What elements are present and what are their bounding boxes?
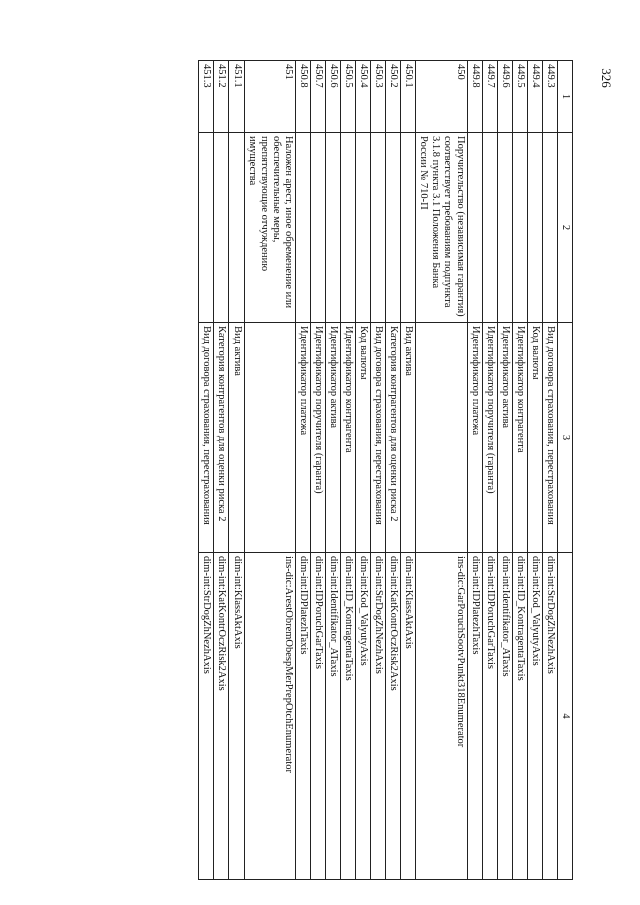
- header-cell-1: 1: [557, 61, 572, 133]
- row-description-cell: Идентификатор поручителя (гаранта): [482, 323, 497, 553]
- row-name-cell: [325, 133, 340, 323]
- row-description-cell: Вид актива: [401, 323, 416, 553]
- row-code-cell: dim-int:IDPoruchGarTaxis: [482, 553, 497, 880]
- table-container: [110, 60, 573, 879]
- row-name-cell: [199, 133, 214, 323]
- row-name-cell: [527, 133, 542, 323]
- table-row: [244, 61, 295, 880]
- row-code-cell: dim-int:KatKontrOczRisk2Axis: [214, 553, 229, 880]
- data-table: [198, 60, 573, 880]
- row-number-cell: 449.7: [482, 61, 497, 133]
- page-number: [596, 58, 616, 98]
- row-name-cell: Наложен арест, иное обременение или обеспечительные меры, препятствующие отчуждению имущества: [244, 133, 295, 323]
- row-name-cell: [512, 133, 527, 323]
- row-description-cell: [244, 323, 295, 553]
- row-name-cell: [295, 133, 310, 323]
- row-code-cell: dim-int:StrDogZhNezhAxis: [199, 553, 214, 880]
- table-row: [310, 61, 325, 880]
- row-name-cell: [356, 133, 371, 323]
- row-name-cell: [341, 133, 356, 323]
- row-number-cell: 449.8: [467, 61, 482, 133]
- row-description-cell: Код валюты: [356, 323, 371, 553]
- table-row: [229, 61, 244, 880]
- row-description-cell: Категория контрагентов для оценки риска 2: [214, 323, 229, 553]
- rotated-table-area: [110, 60, 573, 879]
- row-code-cell: dim-int:KatKontrOczRisk2Axis: [386, 553, 401, 880]
- table-row: [295, 61, 310, 880]
- table-row: [542, 61, 557, 880]
- row-description-cell: Идентификатор платежа: [295, 323, 310, 553]
- row-name-cell: [310, 133, 325, 323]
- table-row: [401, 61, 416, 880]
- row-number-cell: 450.4: [356, 61, 371, 133]
- table-row: [325, 61, 340, 880]
- row-number-cell: 450.2: [386, 61, 401, 133]
- row-description-cell: Идентификатор актива: [325, 323, 340, 553]
- row-description-cell: Идентификатор контрагента: [512, 323, 527, 553]
- row-number-cell: 451.1: [229, 61, 244, 133]
- row-number-cell: 450.6: [325, 61, 340, 133]
- header-cell-2: 2: [557, 133, 572, 323]
- row-description-cell: Категория контрагентов для оценки риска 2: [386, 323, 401, 553]
- table-row: [199, 61, 214, 880]
- row-code-cell: ins-dic:GarPoruchSootvPunkt318Enumerator: [416, 553, 467, 880]
- row-name-cell: Поручительство (независимая гарантия) соответствует требованиям подпункта 3.1.8 пункта 3.1 Положения Банка России № 710-П: [416, 133, 467, 323]
- row-description-cell: Вид договора страхования, перестрахования: [199, 323, 214, 553]
- table-row: [527, 61, 542, 880]
- row-code-cell: dim-int:KlassAktAxis: [229, 553, 244, 880]
- row-number-cell: 451.3: [199, 61, 214, 133]
- table-row: [482, 61, 497, 880]
- table-row: [416, 61, 467, 880]
- row-number-cell: 450.7: [310, 61, 325, 133]
- row-name-cell: [371, 133, 386, 323]
- row-code-cell: ins-dic:ArestObremObespMerPrepOtchEnumerator: [244, 553, 295, 880]
- row-name-cell: [467, 133, 482, 323]
- row-code-cell: dim-int:ID_KontragentaTaxis: [512, 553, 527, 880]
- table-row: [386, 61, 401, 880]
- row-code-cell: dim-int:Identifikator_ATaxis: [325, 553, 340, 880]
- row-number-cell: 450.5: [341, 61, 356, 133]
- row-code-cell: dim-int:IDPlatezhTaxis: [467, 553, 482, 880]
- row-description-cell: Идентификатор платежа: [467, 323, 482, 553]
- table-row: [341, 61, 356, 880]
- row-code-cell: dim-int:KlassAktAxis: [401, 553, 416, 880]
- header-cell-4: 4: [557, 553, 572, 880]
- row-number-cell: 449.5: [512, 61, 527, 133]
- page-number-text: 326: [599, 68, 614, 88]
- row-number-cell: 450.8: [295, 61, 310, 133]
- row-code-cell: dim-int:Identifikator_ATaxis: [497, 553, 512, 880]
- row-code-cell: dim-int:Kod_ValyutyAxis: [527, 553, 542, 880]
- header-row: [557, 61, 572, 880]
- row-name-cell: [401, 133, 416, 323]
- table-row: [214, 61, 229, 880]
- table-row: [371, 61, 386, 880]
- row-name-cell: [497, 133, 512, 323]
- row-name-cell: [229, 133, 244, 323]
- row-description-cell: Вид актива: [229, 323, 244, 553]
- row-description-cell: Вид договора страхования, перестрахования: [371, 323, 386, 553]
- row-description-cell: Код валюты: [527, 323, 542, 553]
- row-description-cell: Вид договора страхования, перестрахования: [542, 323, 557, 553]
- row-name-cell: [386, 133, 401, 323]
- row-name-cell: [482, 133, 497, 323]
- row-number-cell: 449.4: [527, 61, 542, 133]
- table-row: [467, 61, 482, 880]
- row-number-cell: 449.6: [497, 61, 512, 133]
- row-code-cell: dim-int:IDPlatezhTaxis: [295, 553, 310, 880]
- header-cell-3: 3: [557, 323, 572, 553]
- row-number-cell: 449.3: [542, 61, 557, 133]
- row-code-cell: dim-int:Kod_ValyutyAxis: [356, 553, 371, 880]
- row-name-cell: [542, 133, 557, 323]
- table-row: [356, 61, 371, 880]
- row-description-cell: [416, 323, 467, 553]
- row-code-cell: dim-int:IDPoruchGarTaxis: [310, 553, 325, 880]
- row-number-cell: 451: [244, 61, 295, 133]
- row-code-cell: dim-int:ID_KontragentaTaxis: [341, 553, 356, 880]
- row-number-cell: 450: [416, 61, 467, 133]
- row-description-cell: Идентификатор поручителя (гаранта): [310, 323, 325, 553]
- row-code-cell: dim-int:StrDogZhNezhAxis: [542, 553, 557, 880]
- row-number-cell: 450.1: [401, 61, 416, 133]
- row-description-cell: Идентификатор актива: [497, 323, 512, 553]
- row-name-cell: [214, 133, 229, 323]
- table-row: [497, 61, 512, 880]
- row-number-cell: 450.3: [371, 61, 386, 133]
- row-code-cell: dim-int:StrDogZhNezhAxis: [371, 553, 386, 880]
- row-description-cell: Идентификатор контрагента: [341, 323, 356, 553]
- table-row: [512, 61, 527, 880]
- row-number-cell: 451.2: [214, 61, 229, 133]
